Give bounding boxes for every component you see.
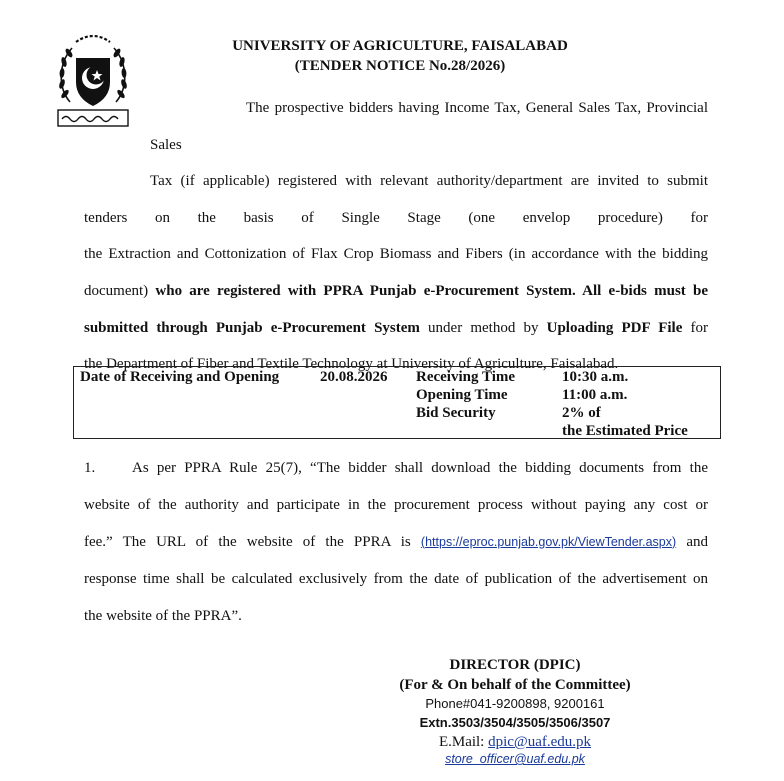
schedule-date: 20.08.2026 [320, 369, 388, 385]
intro-line-1: The prospective bidders having Income Tax, General Sales Tax, Provincial Sales [150, 100, 708, 153]
clause-line-3: fee.” The URL of the website of the PPRA is (https://eproc.punjab.gov.pk/ViewTender.aspx) and [84, 534, 709, 550]
intro-line-5: document) who are registered with PPRA Punjab e-Procurement System. All e-bids must be [84, 282, 708, 299]
clause-line-5: the website of the PPRA”. [84, 608, 242, 624]
phone-number: Phone#041-9200898, 9200161 [425, 696, 605, 711]
intro-line-6: submitted through Punjab e-Procurement System under method by Uploading PDF File for [84, 319, 708, 336]
university-title: UNIVERSITY OF AGRICULTURE, FAISALABAD [232, 38, 568, 54]
intro-paragraph [84, 90, 708, 383]
schedule-label: Date of Receiving and Opening [80, 369, 280, 385]
store-officer-email-link[interactable]: store_officer@uaf.edu.pk [445, 752, 585, 766]
clause-1 [84, 450, 708, 635]
tender-notice-number: (TENDER NOTICE No.28/2026) [294, 58, 506, 74]
extension-numbers: Extn.3503/3504/3505/3506/3507 [419, 715, 611, 730]
schedule-table [73, 366, 721, 439]
receiving-time-value: 10:30 a.m. [562, 369, 629, 385]
committee-behalf: (For & On behalf of the Committee) [399, 677, 631, 693]
intro-line-3: tenders on the basis of Single Stage (one envelop procedure) for [84, 209, 708, 226]
intro-line-4: the Extraction and Cottonization of Flax Crop Biomass and Fibers (in accordance with the bidding [84, 246, 708, 263]
bid-security-value: 2% of [562, 405, 601, 421]
opening-time-value: 11:00 a.m. [562, 387, 628, 403]
ppra-url-link[interactable]: https://eproc.punjab.gov.pk/ViewTender.aspx [425, 535, 673, 549]
clause-line-1: 1. As per PPRA Rule 25(7), “The bidder shall download the bidding documents from the [84, 460, 708, 476]
intro-line-2: Tax (if applicable) registered with relevant authority/department are invited to submit [150, 173, 708, 190]
receiving-time-label: Receiving Time [416, 369, 516, 385]
email-line: E.Mail: dpic@uaf.edu.pk [438, 734, 592, 750]
director-title: DIRECTOR (DPIC) [449, 657, 581, 673]
bid-security-label: Bid Security [416, 405, 496, 421]
dpic-email-link[interactable]: dpic@uaf.edu.pk [488, 734, 592, 750]
opening-time-label: Opening Time [416, 387, 508, 403]
clause-line-4: response time shall be calculated exclusively from the date of publication of the advertisement on [84, 571, 708, 587]
intro-line-7: the Department of Fiber and Textile Technology at University of Agriculture, Faisalabad. [84, 356, 619, 373]
bid-security-value-2: the Estimated Price [562, 423, 688, 439]
clause-line-2: website of the authority and participate in the procurement process without paying any cost or [84, 497, 708, 513]
